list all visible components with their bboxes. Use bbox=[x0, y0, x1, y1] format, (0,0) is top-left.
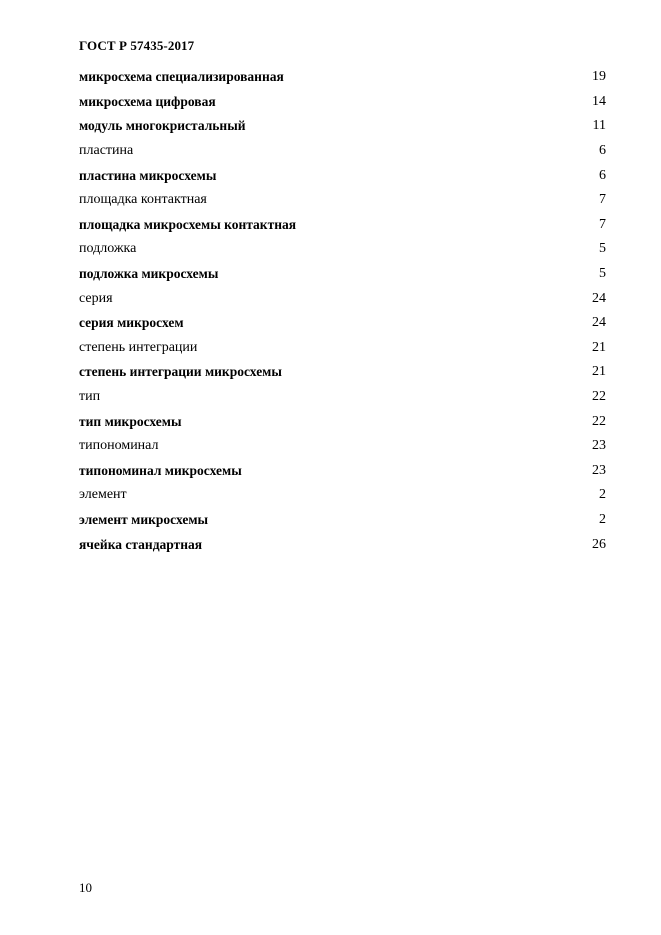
index-page-ref: 22 bbox=[592, 413, 606, 429]
index-entry bbox=[79, 237, 606, 262]
alphabetical-index bbox=[79, 65, 606, 557]
index-term: пластина микросхемы bbox=[79, 167, 217, 183]
index-term: микросхема цифровая bbox=[79, 93, 216, 109]
index-entry bbox=[79, 188, 606, 213]
page-number: 10 bbox=[79, 880, 92, 895]
index-page-ref: 21 bbox=[592, 339, 606, 355]
index-entry bbox=[79, 139, 606, 164]
index-page-ref: 2 bbox=[599, 487, 606, 503]
index-term: элемент микросхемы bbox=[79, 511, 209, 527]
index-page-ref: 22 bbox=[592, 389, 606, 405]
index-term: тип bbox=[79, 389, 101, 405]
index-entry bbox=[79, 360, 606, 385]
index-term: серия микросхем bbox=[79, 315, 184, 331]
index-entry bbox=[79, 114, 606, 139]
index-entry bbox=[79, 65, 606, 90]
index-entry bbox=[79, 90, 606, 115]
index-page-ref: 14 bbox=[592, 93, 606, 109]
index-page-ref: 19 bbox=[592, 69, 606, 85]
index-term: типономинал bbox=[79, 438, 159, 454]
index-term: степень интеграции bbox=[79, 339, 198, 355]
index-page-ref: 2 bbox=[599, 511, 606, 527]
index-term: элемент bbox=[79, 487, 127, 503]
document-header: ГОСТ Р 57435-2017 bbox=[79, 38, 195, 53]
index-entry bbox=[79, 286, 606, 311]
index-entry bbox=[79, 508, 606, 533]
index-page-ref: 5 bbox=[599, 266, 606, 282]
index-page-ref: 23 bbox=[592, 438, 606, 454]
index-term: микросхема специализированная bbox=[79, 69, 284, 85]
index-term: типономинал микросхемы bbox=[79, 462, 242, 478]
index-term: тип микросхемы bbox=[79, 413, 182, 429]
index-page-ref: 5 bbox=[599, 241, 606, 257]
index-page-ref: 26 bbox=[592, 536, 606, 552]
index-entry bbox=[79, 311, 606, 336]
index-term: пластина bbox=[79, 143, 134, 159]
index-entry bbox=[79, 213, 606, 238]
index-entry bbox=[79, 163, 606, 188]
index-page-ref: 21 bbox=[592, 364, 606, 380]
index-page-ref: 24 bbox=[592, 315, 606, 331]
index-entry bbox=[79, 459, 606, 484]
index-page-ref: 7 bbox=[599, 216, 606, 232]
index-page-ref: 6 bbox=[599, 143, 606, 159]
index-entry bbox=[79, 532, 606, 557]
index-term: ячейка стандартная bbox=[79, 536, 203, 552]
index-term: площадка контактная bbox=[79, 192, 207, 208]
index-term: площадка микросхемы контактная bbox=[79, 216, 297, 232]
index-page-ref: 6 bbox=[599, 167, 606, 183]
index-entry bbox=[79, 483, 606, 508]
index-entry bbox=[79, 336, 606, 361]
index-entry bbox=[79, 262, 606, 287]
index-entry bbox=[79, 434, 606, 459]
index-page-ref: 24 bbox=[592, 290, 606, 306]
index-entry bbox=[79, 385, 606, 410]
index-term: степень интеграции микросхемы bbox=[79, 364, 282, 380]
index-term: модуль многокристальный bbox=[79, 118, 246, 134]
index-page-ref: 11 bbox=[592, 118, 606, 134]
index-term: серия bbox=[79, 290, 113, 306]
index-page-ref: 23 bbox=[592, 462, 606, 478]
index-entry bbox=[79, 409, 606, 434]
index-page-ref: 7 bbox=[599, 192, 606, 208]
index-term: подложка bbox=[79, 241, 137, 257]
index-term: подложка микросхемы bbox=[79, 266, 219, 282]
